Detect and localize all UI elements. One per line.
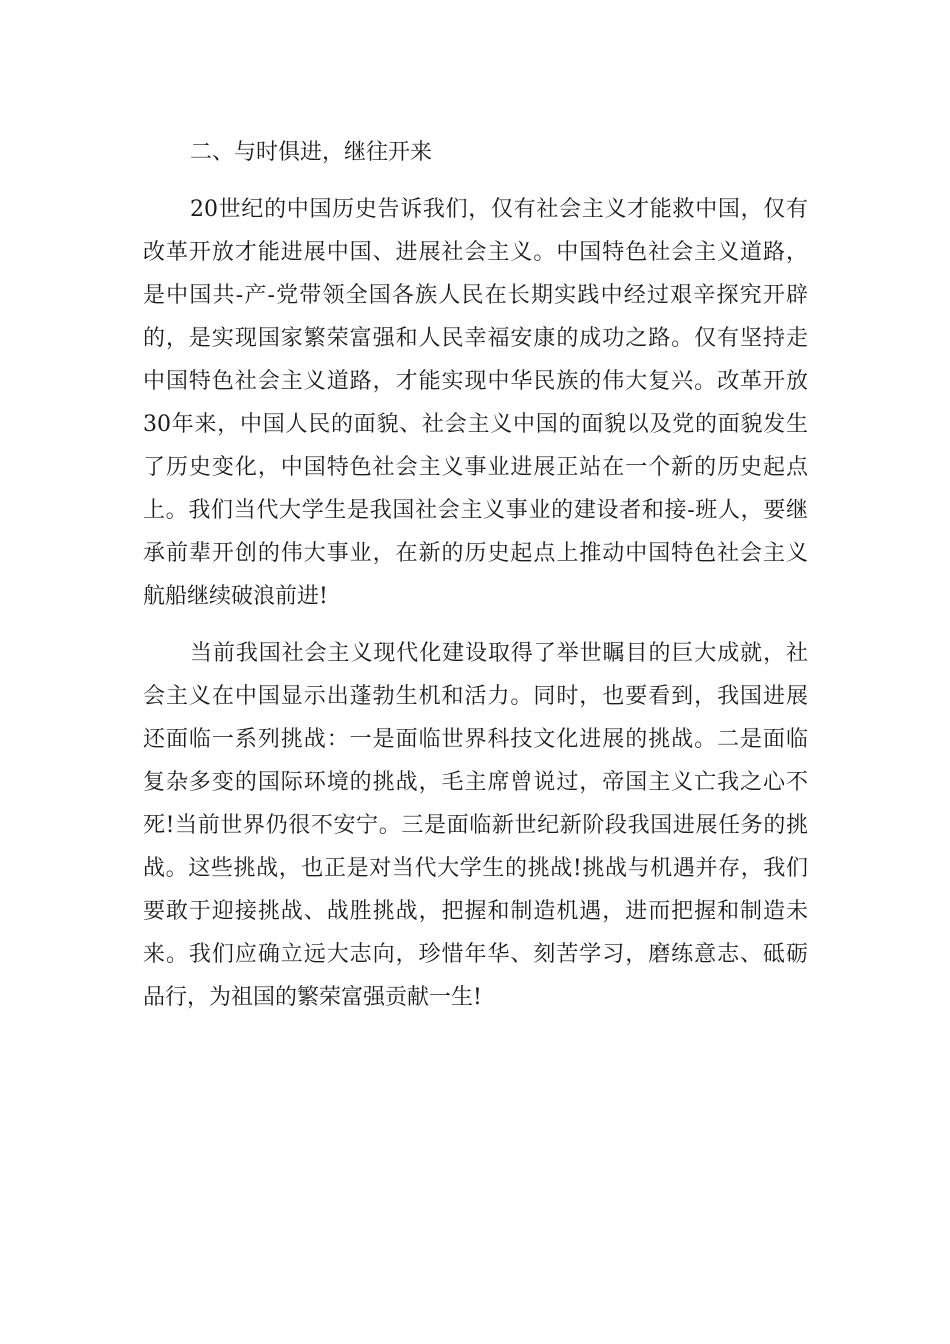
paragraph-line: 复杂多变的国际环境的挑战，毛主席曾说过，帝国主义亡我之心不 [143,770,808,795]
paragraph-1 [143,188,808,618]
section-heading: 二、与时俱进，继往开来 [190,140,433,165]
paragraph-line: 航船继续破浪前进! [143,584,328,609]
paragraph-line: 上。我们当代大学生是我国社会主义事业的建设者和接-班人，要继 [143,498,808,523]
paragraph-line: 要敢于迎接挑战、战胜挑战，把握和制造机遇，进而把握和制造未 [143,899,808,924]
paragraph-line: 中国特色社会主义道路，才能实现中华民族的伟大复兴。改革开放 [143,369,808,394]
paragraph-line: 来。我们应确立远大志向，珍惜年华、刻苦学习，磨练意志、砥砺 [143,942,808,967]
paragraph-2 [143,632,808,1019]
paragraph-line: 30年来，中国人民的面貌、社会主义中国的面貌以及党的面貌发生 [143,412,808,437]
document-body [143,131,808,1033]
paragraph-line: 战。这些挑战，也正是对当代大学生的挑战!挑战与机遇并存，我们 [143,856,808,881]
paragraph-line: 当前我国社会主义现代化建设取得了举世瞩目的巨大成就，社 [190,641,808,666]
paragraph-line: 是中国共-产-党带领全国各族人民在长期实践中经过艰辛探究开辟 [143,283,808,308]
paragraph-line: 的，是实现国家繁荣富强和人民幸福安康的成功之路。仅有坚持走 [143,326,808,351]
paragraph-line: 承前辈开创的伟大事业，在新的历史起点上推动中国特色社会主义 [143,541,808,566]
paragraph-line: 品行，为祖国的繁荣富强贡献一生! [143,985,482,1010]
paragraph-line: 还面临一系列挑战：一是面临世界科技文化进展的挑战。二是面临 [143,727,808,752]
paragraph-line: 了历史变化，中国特色社会主义事业进展正站在一个新的历史起点 [143,455,808,480]
paragraph-line: 20世纪的中国历史告诉我们，仅有社会主义才能救中国，仅有 [190,197,808,222]
paragraph-line: 会主义在中国显示出蓬勃生机和活力。同时，也要看到，我国进展 [143,684,808,709]
paragraph-line: 改革开放才能进展中国、进展社会主义。中国特色社会主义道路， [143,240,808,265]
paragraph-line: 死!当前世界仍很不安宁。三是面临新世纪新阶段我国进展任务的挑 [143,813,808,838]
